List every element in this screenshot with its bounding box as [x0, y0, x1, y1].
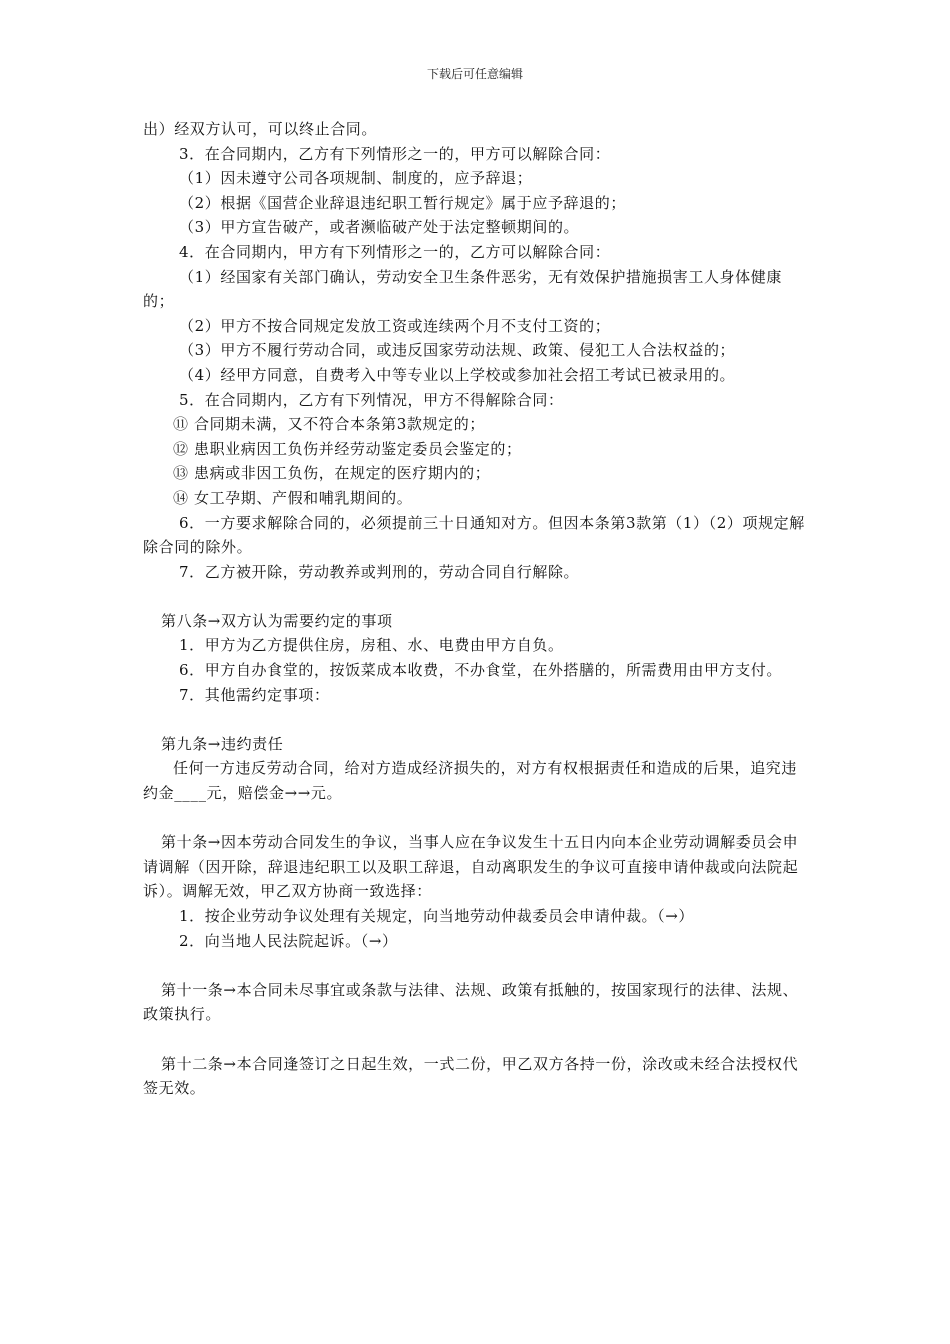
clause-6: 6．一方要求解除合同的，必须提前三十日通知对方。但因本条第3款第（1）（2）项规定解除合同的除外。: [143, 513, 805, 557]
spacer: [143, 584, 807, 609]
clause-5-item-3: ⑬ 患病或非因工负伤，在规定的医疗期内的；: [173, 464, 491, 483]
article-8-item-7: 7．其他需约定事项：: [179, 685, 330, 704]
clause-4-item-2: （2）甲方不按合同规定发放工资或连续两个月不支付工资的；: [179, 316, 611, 335]
clause-5: 5．在合同期内，乙方有下列情况，甲方不得解除合同：: [179, 390, 564, 409]
article-8-item-1: 1．甲方为乙方提供住房，房租、水、电费由甲方自负。: [179, 636, 564, 655]
clause-3-item-3: （3）甲方宣告破产，或者濒临破产处于法定整顿期间的。: [179, 218, 580, 237]
article-8-heading: 第八条→双方认为需要约定的事项: [161, 611, 393, 630]
clause-3: 3．在合同期内，乙方有下列情形之一的，甲方可以解除合同：: [179, 144, 611, 163]
article-10-option-1: 1．按企业劳动争议处理有关规定，向当地劳动仲裁委员会申请仲裁。（→）: [179, 907, 695, 925]
article-10-option-2: 2．向当地人民法院起诉。（→）: [179, 931, 398, 950]
clause-4-item-1: （1）经国家有关部门确认，劳动安全卫生条件恶劣，无有效保护措施损害工人身体健康的；: [143, 267, 782, 311]
page-header: 下载后可任意编辑: [426, 67, 523, 81]
clause-3-item-2: （2）根据《国营企业辞退违纪职工暂行规定》属于应予辞退的；: [179, 193, 626, 212]
article-8-item-6: 6．甲方自办食堂的，按饭菜成本收费，不办食堂，在外搭膳的，所需费用由甲方支付。: [179, 661, 782, 680]
article-9-heading: 第九条→违约责任: [161, 734, 284, 753]
clause-5-item-2: ⑫ 患职业病因工负伤并经劳动鉴定委员会鉴定的；: [173, 439, 522, 458]
clause-5-item-1: ⑪ 合同期未满，又不符合本条第3款规定的；: [173, 415, 485, 434]
article-9-text: 任何一方违反劳动合同，给对方造成经济损失的，对方有权根据责任和造成的后果，追究违约金____元，赔偿金→→元。: [143, 759, 798, 803]
spacer: [143, 806, 807, 831]
clause-4: 4．在合同期内，甲方有下列情形之一的，乙方可以解除合同：: [179, 242, 611, 261]
clause-5-item-4: ⑭ 女工孕期、产假和哺乳期间的。: [173, 488, 413, 507]
article-12-text: 第十二条→本合同逢签订之日起生效，一式二份，甲乙双方各持一份，涂改或未经合法授权代签无效。: [143, 1054, 799, 1098]
spacer: [143, 953, 807, 978]
article-11-text: 第十一条→本合同未尽事宜或条款与法律、法规、政策有抵触的，按国家现行的法律、法规、政策执行。: [143, 980, 799, 1024]
clause-4-item-4: （4）经甲方同意，自费考入中等专业以上学校或参加社会招工考试已被录用的。: [179, 365, 736, 384]
article-10-text: 第十条→因本劳动合同发生的争议，当事人应在争议发生十五日内向本企业劳动调解委员会申请调解（因开除，辞退违纪职工以及职工辞退，自动离职发生的争议可直接申请仲裁或向法院起诉）。调解无效，甲乙双方协商一致选择：: [143, 833, 799, 901]
clause-7: 7．乙方被开除，劳动教养或判刑的，劳动合同自行解除。: [179, 562, 580, 581]
document-body: [143, 117, 807, 1101]
paragraph-continuation: 出）经双方认可，可以终止合同。: [143, 120, 378, 138]
spacer: [143, 707, 807, 732]
spacer: [143, 1027, 807, 1052]
clause-3-item-1: （1）因未遵守公司各项规制、制度的，应予辞退；: [179, 169, 533, 188]
clause-4-item-3: （3）甲方不履行劳动合同，或违反国家劳动法规、政策、侵犯工人合法权益的；: [179, 341, 736, 360]
